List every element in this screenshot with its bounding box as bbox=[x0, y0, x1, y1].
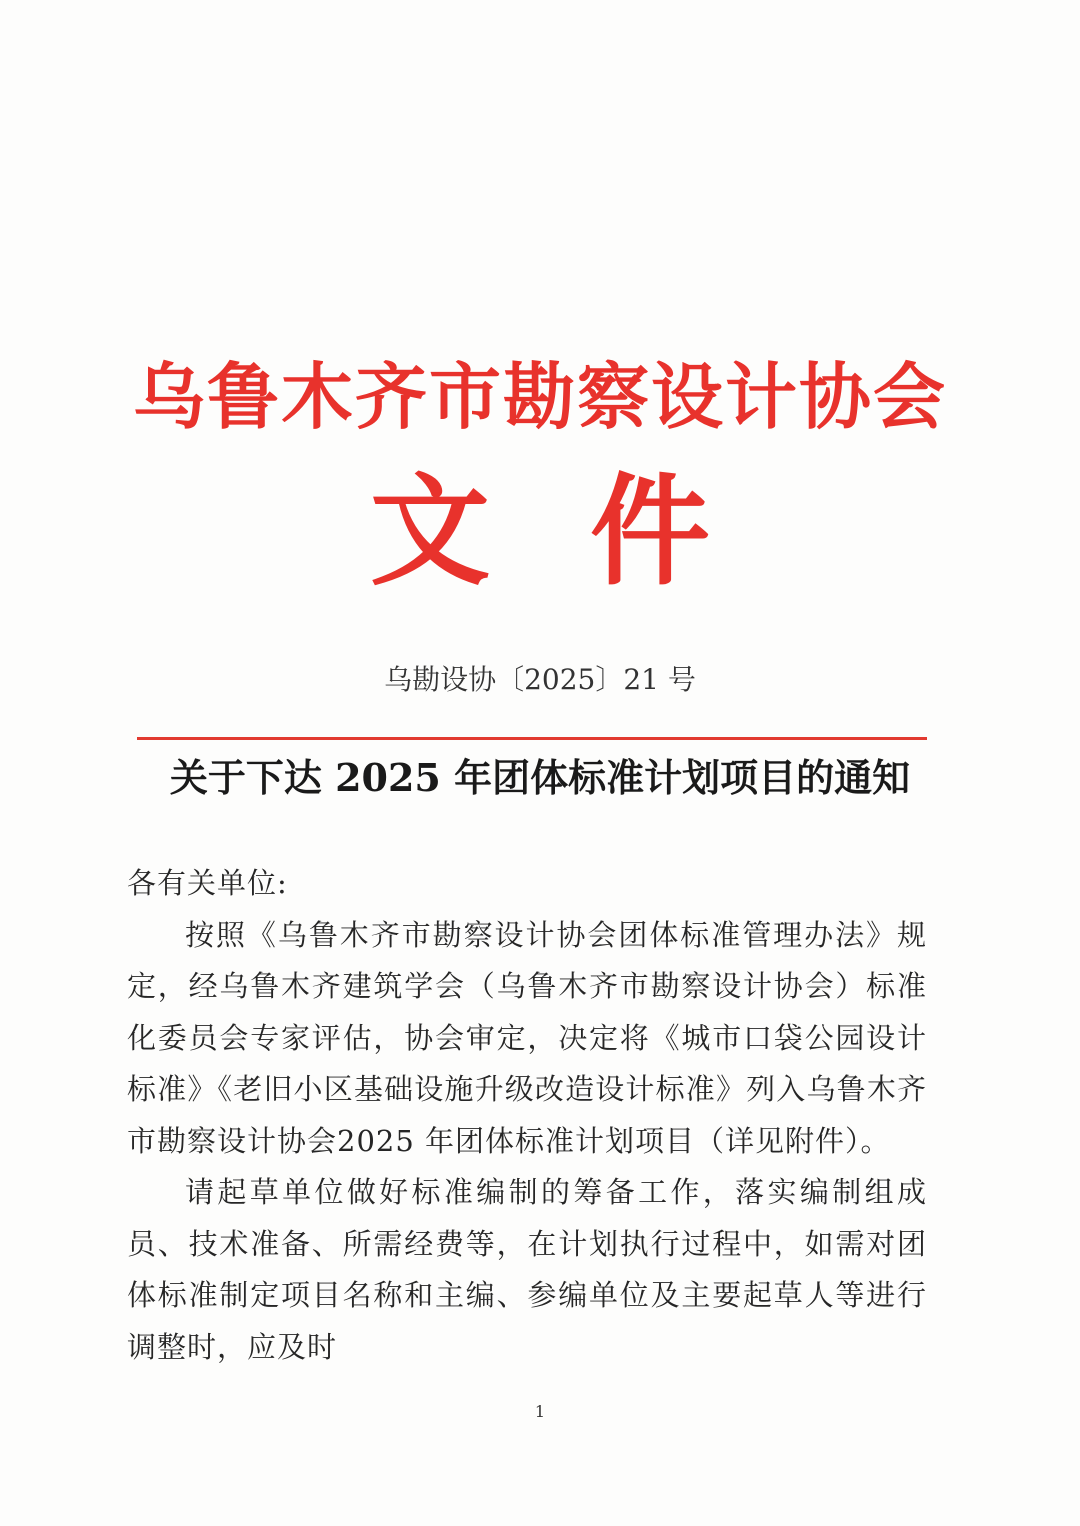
body-paragraph-1: 按照《乌鲁木齐市勘察设计协会团体标准管理办法》规定，经乌鲁木齐建筑学会（乌鲁木齐市勘察设计协会）标准化委员会专家评估，协会审定，决定将《城市口袋公园设计标准》《老旧小区基础设施升级改造设计标准》列入乌鲁木齐市勘察设计协会2025 年团体标准计划项目（详见附件）。 bbox=[127, 917, 927, 1158]
page-number: 1 bbox=[534, 1402, 546, 1421]
red-divider-line bbox=[137, 737, 927, 740]
body-paragraph-2: 请起草单位做好标准编制的筹备工作，落实编制组成员、技术准备、所需经费等，在计划执行过程中，如需对团体标准制定项目名称和主编、参编单位及主要起草人等进行调整时，应及时 bbox=[127, 1175, 927, 1364]
document-heading: 文件 bbox=[370, 461, 810, 602]
document-number: 乌勘设协〔2025〕21 号 bbox=[384, 663, 696, 696]
notice-body bbox=[127, 858, 927, 1373]
notice-title: 关于下达 2025 年团体标准计划项目的通知 bbox=[169, 755, 911, 800]
salutation: 各有关单位: bbox=[127, 866, 288, 900]
issuing-organization-name: 乌鲁木齐市勘察设计协会 bbox=[132, 354, 947, 439]
